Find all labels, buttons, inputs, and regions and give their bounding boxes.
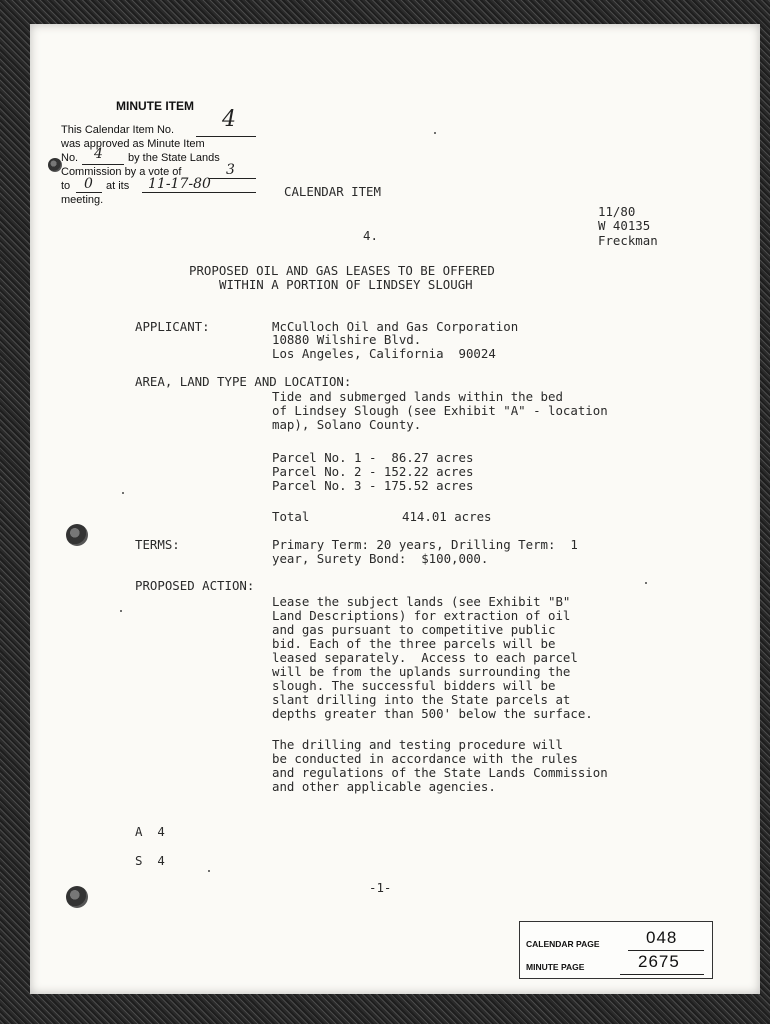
binder-hole-stamp	[48, 158, 62, 172]
action-line: slough. The successful bidders will be	[272, 678, 556, 693]
minute-stamp-blank	[76, 192, 102, 193]
minute-stamp-line: at its	[106, 180, 130, 192]
handwritten-meeting-date: 11-17-80	[148, 176, 211, 192]
minute-item-heading: MINUTE ITEM	[116, 99, 194, 113]
assembly-district: A 4	[135, 824, 165, 839]
item-number: 4.	[363, 228, 378, 243]
minute-stamp-line: meeting.	[61, 194, 104, 206]
staff-name: Freckman	[598, 233, 658, 248]
parcel-line: Parcel No. 3 - 175.52 acres	[272, 478, 474, 493]
minute-page-number: 2675	[638, 952, 680, 971]
binder-hole-bottom	[66, 886, 88, 908]
minute-stamp-line: was approved as Minute Item	[61, 138, 205, 150]
minute-page-label: MINUTE PAGE	[526, 962, 585, 972]
terms-line: year, Surety Bond: $100,000.	[272, 551, 489, 566]
page-number: -1-	[369, 880, 392, 895]
total-value: 414.01 acres	[402, 509, 492, 524]
calendar-item-title: CALENDAR ITEM	[284, 184, 381, 199]
file-number: W 40135	[598, 218, 651, 233]
action-line: depths greater than 500' below the surface.	[272, 706, 593, 721]
minute-stamp-line: This Calendar Item No.	[61, 124, 175, 136]
action-line: leased separately. Access to each parcel	[272, 650, 578, 665]
calendar-page-number: 048	[646, 928, 678, 947]
total-label: Total	[272, 509, 310, 524]
date-code: 11/80	[598, 204, 636, 219]
applicant-line: McCulloch Oil and Gas Corporation	[272, 319, 519, 334]
subject-line: WITHIN A PORTION OF LINDSEY SLOUGH	[219, 277, 473, 292]
calendar-page-label: CALENDAR PAGE	[526, 939, 600, 949]
action-line: bid. Each of the three parcels will be	[272, 636, 556, 651]
binder-hole-top	[66, 524, 88, 546]
applicant-label: APPLICANT:	[135, 319, 210, 334]
area-label: AREA, LAND TYPE AND LOCATION:	[135, 374, 352, 389]
action-line: be conducted in accordance with the rules	[272, 751, 578, 766]
page-number-stamp	[519, 921, 713, 979]
action-line: slant drilling into the State parcels at	[272, 692, 571, 707]
handwritten-minute-no: 4	[94, 146, 103, 162]
minute-stamp-blank	[208, 178, 256, 179]
action-line: and gas pursuant to competitive public	[272, 622, 556, 637]
applicant-line: 10880 Wilshire Blvd.	[272, 332, 422, 347]
handwritten-item-no: 4	[222, 107, 236, 132]
minute-stamp-line: to	[61, 180, 71, 192]
minute-stamp-line: by the State Lands	[128, 152, 220, 164]
senate-district: S 4	[135, 853, 165, 868]
action-line: The drilling and testing procedure will	[272, 737, 563, 752]
action-line: Land Descriptions) for extraction of oil	[272, 608, 571, 623]
action-line: and other applicable agencies.	[272, 779, 496, 794]
applicant-line: Los Angeles, California 90024	[272, 346, 496, 361]
action-line: and regulations of the State Lands Commission	[272, 765, 608, 780]
scan-speck	[208, 870, 210, 872]
scan-speck	[122, 492, 124, 494]
scan-speck	[645, 582, 647, 584]
action-line: Lease the subject lands (see Exhibit "B"	[272, 594, 571, 609]
area-line: Tide and submerged lands within the bed	[272, 389, 563, 404]
area-line: of Lindsey Slough (see Exhibit "A" - location	[272, 403, 608, 418]
parcel-line: Parcel No. 1 - 86.27 acres	[272, 450, 474, 465]
minute-page-blank	[620, 974, 704, 975]
minute-stamp-blank	[142, 192, 256, 193]
scan-speck	[434, 132, 436, 134]
subject-line: PROPOSED OIL AND GAS LEASES TO BE OFFERED	[189, 263, 495, 278]
terms-line: Primary Term: 20 years, Drilling Term: 1	[272, 537, 578, 552]
area-line: map), Solano County.	[272, 417, 422, 432]
parcel-line: Parcel No. 2 - 152.22 acres	[272, 464, 474, 479]
minute-stamp-blank	[82, 164, 124, 165]
proposed-action-label: PROPOSED ACTION:	[135, 578, 255, 593]
action-line: will be from the uplands surrounding the	[272, 664, 571, 679]
terms-label: TERMS:	[135, 537, 180, 552]
calendar-page-blank	[628, 950, 704, 951]
minute-stamp-line: Commission by a vote of	[61, 166, 182, 178]
minute-stamp-blank	[196, 136, 256, 137]
handwritten-vote-against: 0	[84, 176, 93, 192]
handwritten-vote-for: 3	[226, 162, 235, 178]
scan-speck	[120, 610, 122, 612]
minute-stamp-line: No.	[61, 152, 79, 164]
